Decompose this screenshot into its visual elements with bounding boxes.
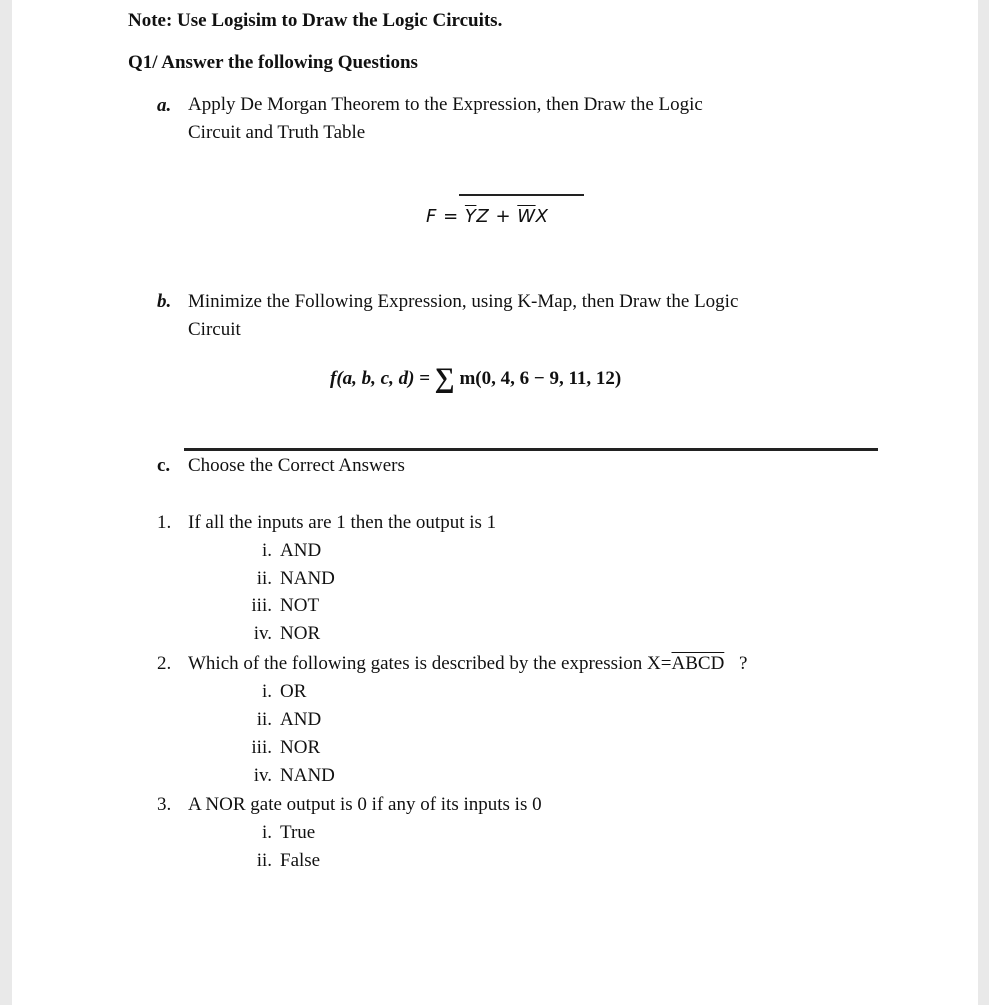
option-text: False — [280, 850, 321, 871]
part-a-line1: Apply De Morgan Theorem to the Expression, then Draw the Logic — [188, 94, 703, 115]
q3-option-1 — [244, 822, 315, 844]
option-numeral: iii. — [251, 595, 272, 616]
question-1-text: If all the inputs are 1 then the output is 1 — [188, 512, 497, 533]
question-2-text: Which of the following gates is described by the expression X= — [188, 653, 672, 674]
q1-option-3 — [244, 595, 319, 617]
abcd-bar-expression: ABCD — [671, 653, 725, 674]
option-numeral: ii. — [256, 709, 272, 730]
option-text: True — [280, 822, 316, 843]
q2-option-2 — [244, 709, 321, 731]
formula-a-term1: Z + — [476, 206, 512, 227]
document-page — [12, 0, 978, 1005]
question-2-number: 2. — [157, 653, 172, 674]
q1-option-4 — [244, 623, 320, 645]
formula-a-y-bar: $\overline{Y}$ — [464, 206, 477, 227]
part-c-title: Choose the Correct Answers — [188, 455, 405, 476]
option-text: OR — [280, 681, 307, 702]
option-text: NOR — [280, 623, 321, 644]
formula-b-rhs: m(0, 4, 6 − 9, 11, 12) — [459, 368, 622, 389]
formula-b — [330, 360, 621, 392]
formula-a-lhs: F = — [426, 206, 459, 227]
option-text: NOR — [280, 737, 321, 758]
option-text: NAND — [280, 568, 335, 589]
part-b-line2: Circuit — [188, 319, 241, 340]
formula-a-term2: X — [535, 206, 549, 227]
option-text: NOT — [280, 595, 320, 616]
option-numeral: i. — [261, 681, 272, 702]
q3-option-2 — [244, 850, 320, 872]
formula-b-lhs: f(a, b, c, d) = — [330, 368, 430, 389]
option-numeral: iv. — [253, 765, 272, 786]
q1-option-2 — [244, 568, 335, 590]
option-numeral: iii. — [251, 737, 272, 758]
q1-option-1 — [244, 540, 321, 562]
option-numeral: i. — [261, 822, 272, 843]
horizontal-rule — [184, 448, 878, 451]
question-2-line — [188, 653, 747, 675]
option-text: AND — [280, 709, 322, 730]
part-b-line1: Minimize the Following Expression, using K-Map, then Draw the Logic — [188, 291, 739, 312]
option-text: NAND — [280, 765, 335, 786]
option-numeral: ii. — [256, 568, 272, 589]
option-text: AND — [280, 540, 322, 561]
q2-option-1 — [244, 681, 306, 703]
formula-a-w-bar: $\overline{W}$ — [517, 206, 536, 227]
option-numeral: iv. — [253, 623, 272, 644]
note-heading: Note: Use Logisim to Draw the Logic Circuits. — [128, 10, 503, 31]
part-a-line2: Circuit and Truth Table — [188, 122, 366, 143]
question-mark: ? — [739, 653, 748, 674]
option-numeral: i. — [261, 540, 272, 561]
part-a-label: a. — [157, 95, 172, 116]
formula-a-overline — [459, 194, 584, 196]
part-c-label: c. — [157, 455, 171, 476]
sigma-symbol: ∑ — [434, 363, 455, 394]
question-3-number: 3. — [157, 794, 172, 815]
option-numeral: ii. — [256, 850, 272, 871]
formula-a — [426, 206, 548, 227]
question-3-text: A NOR gate output is 0 if any of its inputs is 0 — [188, 794, 542, 815]
part-b-label: b. — [157, 291, 172, 312]
q2-option-3 — [244, 737, 320, 759]
q1-title: Q1/ Answer the following Questions — [128, 52, 418, 73]
question-1-number: 1. — [157, 512, 172, 533]
q2-option-4 — [244, 765, 335, 787]
